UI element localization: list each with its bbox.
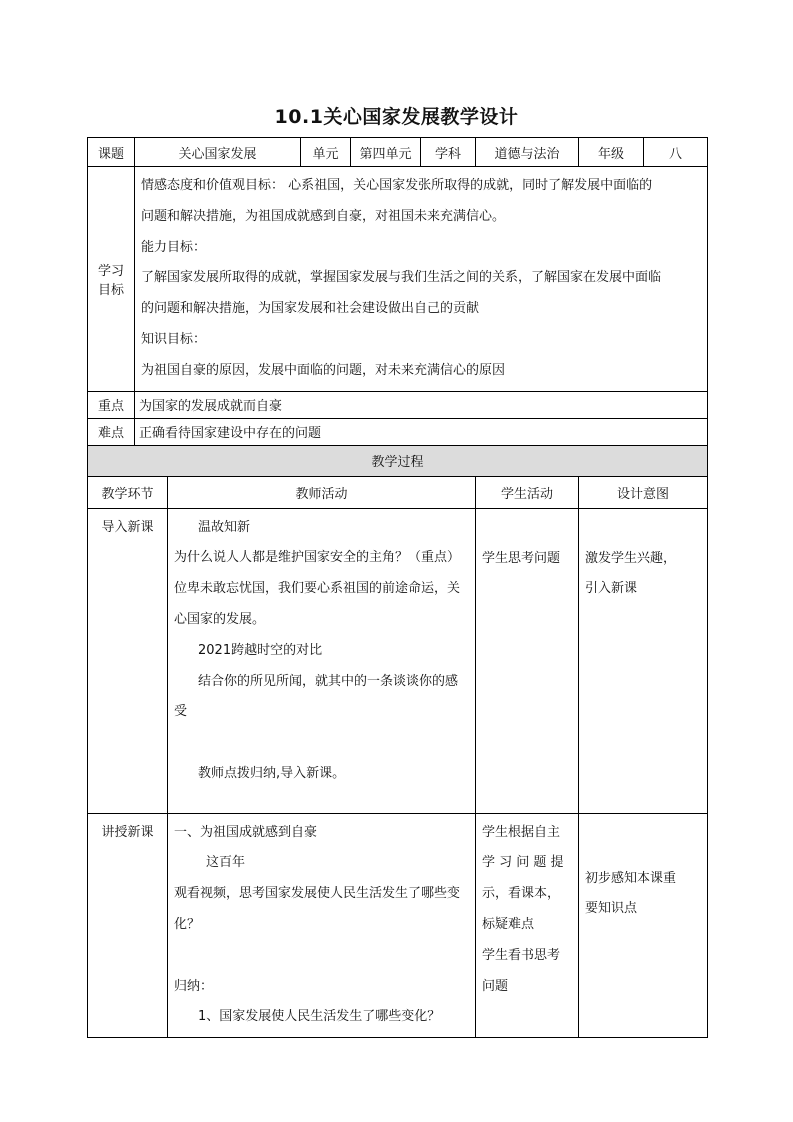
teacher-line: 为什么说人人都是维护国家安全的主角？（重点） <box>174 550 461 566</box>
unit-label: 单元 <box>301 138 351 167</box>
page-title: 10.1关心国家发展教学设计 <box>274 106 519 128</box>
teacher-line: 结合你的所见所闻，就其中的一条谈谈你的感 <box>198 673 459 689</box>
goal-line: 的问题和解决措施，为国家发展和社会建设做出自己的贡献 <box>141 301 480 317</box>
lesson-plan-table <box>87 137 708 1038</box>
stage-label: 导入新课 <box>101 519 154 535</box>
header-intent: 设计意图 <box>579 476 708 508</box>
grade-value: 八 <box>644 138 708 167</box>
goal-line: 问题和解决措施，为祖国成就感到自豪，对祖国未来充满信心。 <box>141 208 506 224</box>
goals-content <box>135 167 708 392</box>
teacher-line: 这百年 <box>206 855 246 871</box>
student-activity <box>476 813 579 1038</box>
header-stage: 教学环节 <box>88 476 168 508</box>
student-line: 学生思考问题 <box>482 550 561 566</box>
intent-line: 要知识点 <box>585 901 638 917</box>
teacher-line: 归纳： <box>174 978 214 994</box>
goal-line: 情感态度和价值观目标： 心系祖国，关心国家发张所取得的成就，同时了解发展中面临的 <box>141 178 653 193</box>
topic-label: 课题 <box>88 138 135 167</box>
intent-line: 初步感知本课重 <box>585 870 677 886</box>
header-student: 学生活动 <box>476 476 579 508</box>
design-intent <box>579 508 708 813</box>
difficulty-value: 正确看待国家建设中存在的问题 <box>135 418 708 445</box>
goal-line: 知识目标： <box>141 331 207 347</box>
student-line: 标疑难点 <box>482 916 535 932</box>
design-intent <box>579 813 708 1038</box>
teacher-activity <box>168 813 476 1038</box>
info-row <box>88 138 708 167</box>
teacher-line: 观看视频，思考国家发展使人民生活发生了哪些变 <box>174 886 461 902</box>
goal-line: 了解国家发展所取得的成就，掌握国家发展与我们生活之间的关系，了解国家在发展中面临 <box>141 270 662 286</box>
key-point-value: 为国家的发展成就而自豪 <box>135 391 708 418</box>
student-activity <box>476 508 579 813</box>
goal-line: 为祖国自豪的原因，发展中面临的问题，对未来充满信心的原因 <box>141 362 506 378</box>
goals-row <box>88 167 708 392</box>
key-point-row <box>88 391 708 418</box>
process-header-row <box>88 476 708 508</box>
intent-line: 激发学生兴趣， <box>585 550 677 566</box>
teacher-line <box>174 728 469 759</box>
goals-label: 学习目标 <box>88 167 135 392</box>
student-line: 示，看课本， <box>482 886 561 902</box>
unit-value: 第四单元 <box>351 138 421 167</box>
subject-value: 道德与法治 <box>476 138 579 167</box>
teacher-line: 化？ <box>174 916 201 932</box>
student-line: 学生看书思考 <box>482 947 561 963</box>
teacher-line: 2021跨越时空的对比 <box>198 642 323 658</box>
difficulty-label: 难点 <box>88 418 135 445</box>
header-teacher: 教师活动 <box>168 476 476 508</box>
teacher-line: 位卑未敢忘忧国，我们要心系祖国的前途命运，关 <box>174 581 461 597</box>
goal-line: 能力目标： <box>141 239 207 255</box>
teacher-line <box>174 941 469 972</box>
subject-label: 学科 <box>421 138 476 167</box>
process-title-row <box>88 445 708 476</box>
difficulty-row <box>88 418 708 445</box>
teacher-line: 一、为祖国成就感到自豪 <box>174 824 318 840</box>
stage-cell <box>88 813 168 1038</box>
stage-cell <box>88 508 168 813</box>
stage-label: 讲授新课 <box>101 824 154 840</box>
grade-label: 年级 <box>579 138 644 167</box>
student-line: 学 习 问 题 提 <box>482 855 564 871</box>
topic-value: 关心国家发展 <box>135 138 301 167</box>
teacher-line: 1、国家发展使人民生活发生了哪些变化？ <box>198 1009 441 1025</box>
teacher-activity <box>168 508 476 813</box>
intent-line: 引入新课 <box>585 581 638 597</box>
process-row-teaching <box>88 813 708 1038</box>
teacher-line: 受 <box>174 704 188 720</box>
process-row-intro <box>88 508 708 813</box>
process-title: 教学过程 <box>88 445 708 476</box>
teacher-line: 教师点拨归纳,导入新课。 <box>198 765 346 781</box>
key-point-label: 重点 <box>88 391 135 418</box>
teacher-line: 心国家的发展。 <box>174 611 266 627</box>
student-line: 问题 <box>482 978 509 994</box>
student-line: 学生根据自主 <box>482 824 561 840</box>
teacher-line: 温故知新 <box>198 519 251 535</box>
